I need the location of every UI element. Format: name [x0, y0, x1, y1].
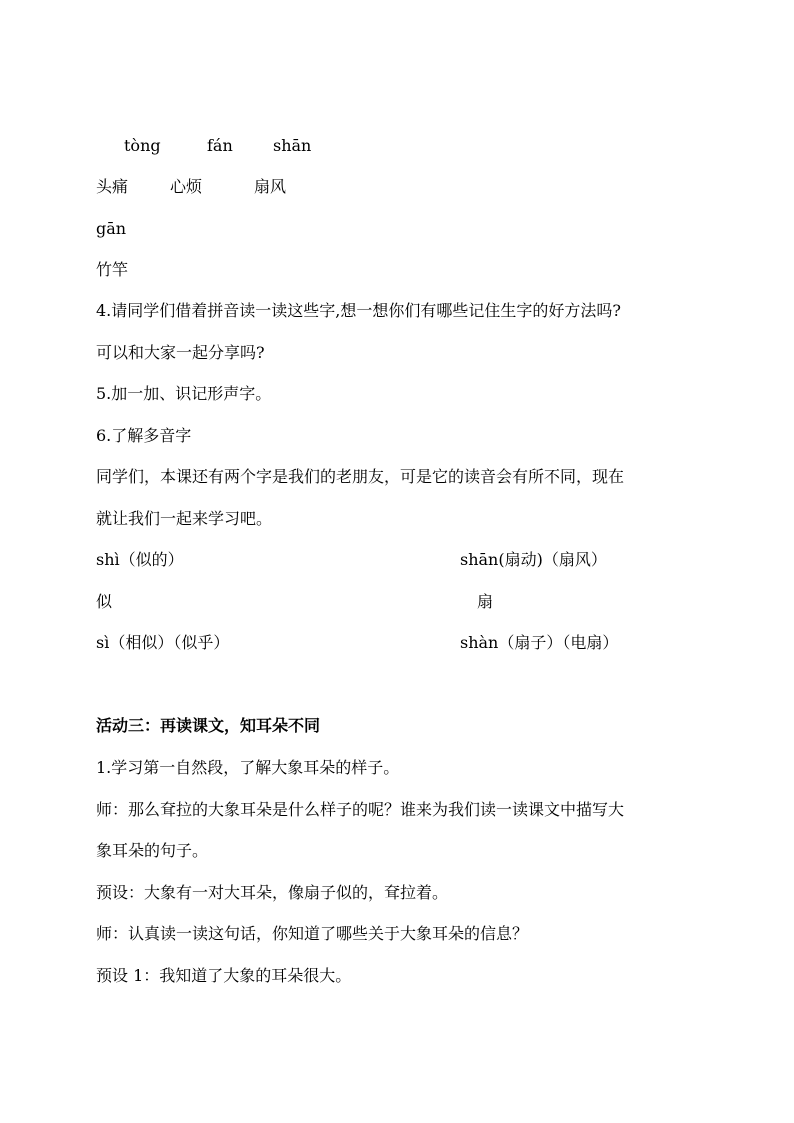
- item-4-line-1: 4.请同学们借着拼音读一读这些字,想一想你们有哪些记住生字的好方法吗?: [96, 301, 621, 320]
- si-char: 似: [96, 592, 113, 611]
- teacher-1-line-2: 象耳朵的句子。: [96, 841, 209, 860]
- word-toutong: 头痛: [96, 177, 129, 196]
- item-5: 5.加一加、识记形声字。: [96, 384, 272, 403]
- teacher-1-line-1: 师：那么耷拉的大象耳朵是什么样子的呢？谁来为我们读一读课文中描写大: [96, 800, 625, 819]
- word-xinfan: 心烦: [170, 177, 203, 196]
- preset-1: 预设：大象有一对大耳朵，像扇子似的，耷拉着。: [96, 883, 449, 902]
- word-zhugan: 竹竿: [96, 260, 129, 279]
- teacher-2: 师：认真读一读这句话，你知道了哪些关于大象耳朵的信息？: [96, 924, 529, 943]
- shan-reading-2: shàn（扇子）（电扇）: [460, 633, 619, 652]
- item-6-title: 6.了解多音字: [96, 426, 192, 445]
- activity-3-heading: 活动三：再读课文，知耳朵不同: [96, 716, 321, 735]
- item-6-line-2: 就让我们一起来学习吧。: [96, 509, 273, 528]
- words-row-2: [96, 260, 128, 280]
- pinyin-shan: shān: [273, 136, 312, 155]
- item-4-line-2: 可以和大家一起分享吗?: [96, 343, 265, 362]
- word-shanfeng: 扇风: [254, 177, 287, 196]
- si-reading-2: sì（相似）（似乎）: [96, 633, 230, 652]
- pinyin-row-2: [96, 219, 126, 239]
- pinyin-gan: gān: [96, 219, 127, 238]
- pinyin-tong: tòng: [124, 136, 161, 155]
- shan-reading-1: shān(扇动)（扇风）: [460, 550, 607, 569]
- activity-3-item-1: 1.学习第一自然段，了解大象耳朵的样子。: [96, 758, 400, 777]
- shan-char: 扇: [477, 592, 494, 611]
- si-reading-1: shì（似的）: [96, 550, 184, 569]
- preset-2: 预设 1：我知道了大象的耳朵很大。: [96, 966, 352, 985]
- item-6-line-1: 同学们，本课还有两个字是我们的老朋友，可是它的读音会有所不同，现在: [96, 467, 625, 486]
- pinyin-fan: fán: [207, 136, 233, 155]
